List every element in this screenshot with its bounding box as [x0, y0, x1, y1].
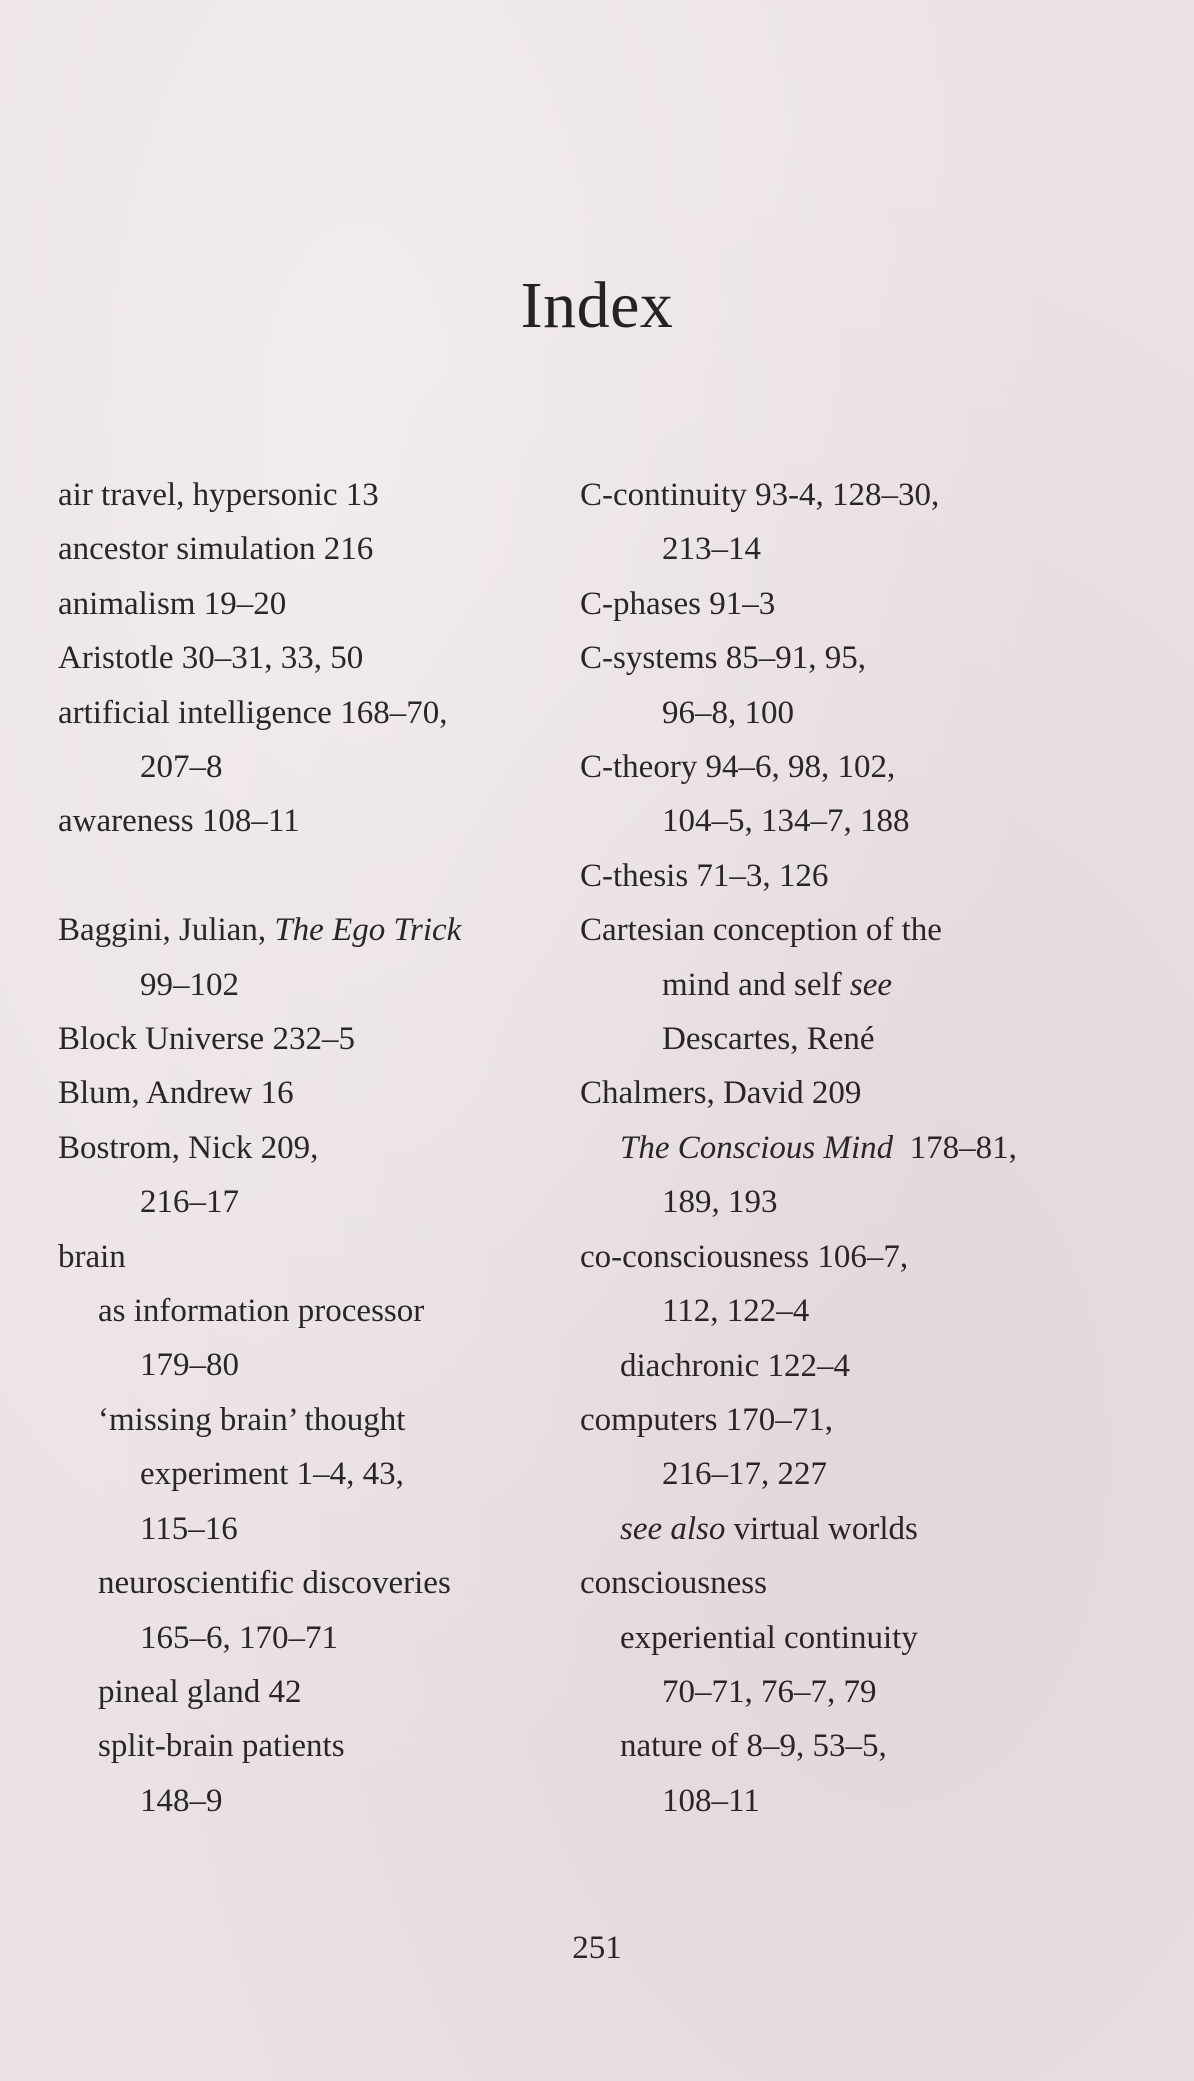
cross-reference: see: [849, 966, 893, 1003]
index-subentry: as information processor: [98, 1293, 425, 1330]
index-entry-continuation: 165–6, 170–71: [140, 1619, 338, 1656]
index-subentry: split-brain patients: [98, 1728, 345, 1765]
index-entry: air travel, hypersonic 13: [58, 477, 379, 513]
index-entry: [58, 903, 578, 957]
index-entry-continuation: Descartes, René: [662, 1021, 875, 1058]
cross-reference: see also: [620, 1510, 726, 1547]
index-entry: Aristotle 30–31, 33, 50: [58, 640, 364, 677]
index-entry: artificial intelligence 168–70,: [58, 694, 448, 731]
page-number: 251: [572, 1930, 622, 1966]
entry-pages: 178–81,: [893, 1129, 1017, 1166]
index-entry-continuation: 207–8: [140, 749, 223, 786]
index-entry-continuation: 108–11: [662, 1782, 760, 1819]
index-entry: Chalmers, David 209: [580, 1075, 862, 1112]
section-gap: [58, 849, 578, 903]
index-entry: brain: [58, 1238, 126, 1275]
index-subentry: diachronic 122–4: [620, 1347, 851, 1384]
index-entry-continuation: 213–14: [662, 531, 761, 568]
index-entry-continuation: experiment 1–4, 43,: [140, 1456, 404, 1493]
index-column-right: [580, 468, 1180, 1828]
index-entry-continuation: 148–9: [140, 1782, 223, 1819]
index-entry: ancestor simulation 216: [58, 531, 374, 568]
index-entry-continuation: 115–16: [140, 1510, 238, 1547]
index-entry-continuation: 70–71, 76–7, 79: [662, 1673, 877, 1710]
index-column-left: [58, 468, 578, 1828]
index-entry-continuation: 99–102: [140, 966, 239, 1003]
index-entry: Blum, Andrew 16: [58, 1075, 294, 1112]
index-entry-continuation: 216–17: [140, 1184, 239, 1221]
index-entry: co-consciousness 106–7,: [580, 1238, 909, 1275]
index-subentry: [580, 1121, 1180, 1175]
index-subentry: [580, 1502, 1180, 1556]
book-title: The Ego Trick: [274, 912, 462, 949]
index-entry: C-thesis 71–3, 126: [580, 857, 829, 894]
index-entry: C-systems 85–91, 95,: [580, 640, 867, 677]
index-entry-continuation: 189, 193: [662, 1184, 778, 1221]
page-title: Index: [520, 269, 674, 342]
index-entry: C-continuity 93-4, 128–30,: [580, 477, 940, 513]
index-entry-continuation: [580, 958, 1180, 1012]
index-entry-continuation: 96–8, 100: [662, 694, 794, 731]
index-entry-continuation: 112, 122–4: [662, 1293, 810, 1330]
index-entry-continuation: 179–80: [140, 1347, 239, 1384]
index-entry: Cartesian conception of the: [580, 912, 942, 949]
index-entry-continuation: 216–17, 227: [662, 1456, 827, 1493]
entry-text: mind and self: [662, 966, 850, 1003]
index-subentry: experiential continuity: [620, 1619, 918, 1656]
index-entry: computers 170–71,: [580, 1401, 833, 1438]
book-title: The Conscious Mind: [620, 1129, 894, 1166]
entry-text: virtual worlds: [725, 1510, 918, 1547]
entry-text: Baggini, Julian,: [58, 912, 275, 949]
index-entry: Bostrom, Nick 209,: [58, 1129, 319, 1166]
index-entry: C-phases 91–3: [580, 585, 776, 622]
index-entry: C-theory 94–6, 98, 102,: [580, 749, 896, 786]
index-entry: animalism 19–20: [58, 585, 287, 622]
index-entry: consciousness: [580, 1565, 767, 1602]
index-subentry: neuroscientific discoveries: [98, 1565, 451, 1602]
index-entry: awareness 108–11: [58, 803, 300, 840]
index-entry: Block Universe 232–5: [58, 1021, 355, 1058]
index-subentry: nature of 8–9, 53–5,: [620, 1728, 887, 1765]
index-subentry: pineal gland 42: [98, 1673, 302, 1710]
index-subentry: ‘missing brain’ thought: [98, 1401, 406, 1438]
index-entry-continuation: 104–5, 134–7, 188: [662, 803, 910, 840]
